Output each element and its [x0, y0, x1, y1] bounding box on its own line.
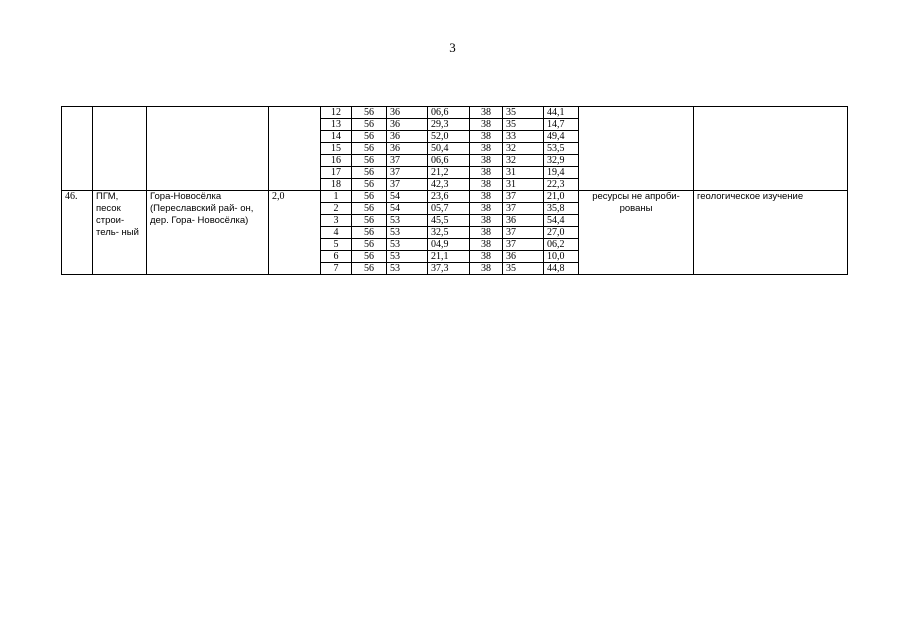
lon-minutes: 37 [503, 227, 544, 239]
lon-minutes: 37 [503, 239, 544, 251]
lat-minutes: 36 [387, 131, 428, 143]
lon-minutes: 32 [503, 155, 544, 167]
lon-seconds: 49,4 [544, 131, 579, 143]
lon-degrees: 38 [470, 191, 503, 203]
mineral-cell [93, 107, 147, 191]
lat-seconds: 52,0 [428, 131, 470, 143]
lat-degrees: 56 [352, 215, 387, 227]
lon-seconds: 44,8 [544, 263, 579, 275]
entry-number-cell [62, 107, 93, 191]
point-number: 17 [321, 167, 352, 179]
lat-minutes: 54 [387, 203, 428, 215]
lat-minutes: 37 [387, 167, 428, 179]
lon-degrees: 38 [470, 143, 503, 155]
lat-minutes: 36 [387, 107, 428, 119]
point-number: 13 [321, 119, 352, 131]
lat-degrees: 56 [352, 107, 387, 119]
location-name: Гора-Новосёлка (Переславский рай- он, дер. Гора- Новосёлка) [147, 191, 269, 275]
lat-seconds: 05,7 [428, 203, 470, 215]
lon-seconds: 54,4 [544, 215, 579, 227]
lon-seconds: 35,8 [544, 203, 579, 215]
registry-table [61, 106, 848, 275]
table-row [62, 107, 848, 119]
lat-minutes: 53 [387, 239, 428, 251]
point-number: 2 [321, 203, 352, 215]
lat-minutes: 53 [387, 215, 428, 227]
point-number: 7 [321, 263, 352, 275]
lat-seconds: 29,3 [428, 119, 470, 131]
lat-degrees: 56 [352, 203, 387, 215]
lon-seconds: 53,5 [544, 143, 579, 155]
lon-minutes: 31 [503, 167, 544, 179]
lat-seconds: 50,4 [428, 143, 470, 155]
lat-seconds: 06,6 [428, 155, 470, 167]
lon-seconds: 27,0 [544, 227, 579, 239]
lat-minutes: 54 [387, 191, 428, 203]
area-cell [269, 107, 321, 191]
lon-degrees: 38 [470, 131, 503, 143]
lat-degrees: 56 [352, 251, 387, 263]
lon-degrees: 38 [470, 215, 503, 227]
lon-degrees: 38 [470, 203, 503, 215]
lon-degrees: 38 [470, 155, 503, 167]
lon-minutes: 33 [503, 131, 544, 143]
lat-seconds: 21,2 [428, 167, 470, 179]
lon-minutes: 37 [503, 191, 544, 203]
lat-minutes: 53 [387, 263, 428, 275]
lon-minutes: 35 [503, 263, 544, 275]
lon-seconds: 10,0 [544, 251, 579, 263]
resource-status: ресурсы не апроби- рованы [579, 191, 694, 275]
lon-degrees: 38 [470, 107, 503, 119]
lon-seconds: 19,4 [544, 167, 579, 179]
lat-degrees: 56 [352, 263, 387, 275]
lat-seconds: 32,5 [428, 227, 470, 239]
mineral-type: ПГМ, песок строи- тель- ный [93, 191, 147, 275]
lon-minutes: 35 [503, 107, 544, 119]
lat-minutes: 37 [387, 155, 428, 167]
lon-degrees: 38 [470, 167, 503, 179]
lat-minutes: 53 [387, 227, 428, 239]
lon-degrees: 38 [470, 239, 503, 251]
point-number: 16 [321, 155, 352, 167]
point-number: 15 [321, 143, 352, 155]
area-value: 2,0 [269, 191, 321, 275]
lat-degrees: 56 [352, 167, 387, 179]
location-cell [147, 107, 269, 191]
lat-seconds: 37,3 [428, 263, 470, 275]
lat-seconds: 06,6 [428, 107, 470, 119]
lat-degrees: 56 [352, 227, 387, 239]
point-number: 4 [321, 227, 352, 239]
lon-seconds: 32,9 [544, 155, 579, 167]
lat-minutes: 37 [387, 179, 428, 191]
lat-degrees: 56 [352, 119, 387, 131]
point-number: 1 [321, 191, 352, 203]
license-purpose: геологическое изучение [694, 191, 848, 275]
point-number: 5 [321, 239, 352, 251]
table-row [62, 191, 848, 203]
lon-minutes: 36 [503, 215, 544, 227]
purpose-cell [694, 107, 848, 191]
lon-degrees: 38 [470, 251, 503, 263]
lon-seconds: 21,0 [544, 191, 579, 203]
lat-degrees: 56 [352, 143, 387, 155]
lon-seconds: 14,7 [544, 119, 579, 131]
lat-degrees: 56 [352, 191, 387, 203]
lat-seconds: 21,1 [428, 251, 470, 263]
page-number: 3 [449, 40, 456, 55]
lon-degrees: 38 [470, 179, 503, 191]
lon-minutes: 37 [503, 203, 544, 215]
point-number: 12 [321, 107, 352, 119]
point-number: 14 [321, 131, 352, 143]
lat-degrees: 56 [352, 179, 387, 191]
point-number: 18 [321, 179, 352, 191]
lat-minutes: 53 [387, 251, 428, 263]
status-cell [579, 107, 694, 191]
lat-degrees: 56 [352, 155, 387, 167]
lat-minutes: 36 [387, 119, 428, 131]
entry-number: 46. [62, 191, 93, 275]
lat-degrees: 56 [352, 131, 387, 143]
lon-degrees: 38 [470, 119, 503, 131]
lat-seconds: 45,5 [428, 215, 470, 227]
lon-degrees: 38 [470, 263, 503, 275]
lon-minutes: 32 [503, 143, 544, 155]
lat-minutes: 36 [387, 143, 428, 155]
lat-seconds: 23,6 [428, 191, 470, 203]
lat-seconds: 42,3 [428, 179, 470, 191]
lat-seconds: 04,9 [428, 239, 470, 251]
lon-seconds: 22,3 [544, 179, 579, 191]
lon-degrees: 38 [470, 227, 503, 239]
lat-degrees: 56 [352, 239, 387, 251]
point-number: 6 [321, 251, 352, 263]
lon-minutes: 35 [503, 119, 544, 131]
lon-minutes: 31 [503, 179, 544, 191]
point-number: 3 [321, 215, 352, 227]
lon-seconds: 44,1 [544, 107, 579, 119]
lon-seconds: 06,2 [544, 239, 579, 251]
lon-minutes: 36 [503, 251, 544, 263]
